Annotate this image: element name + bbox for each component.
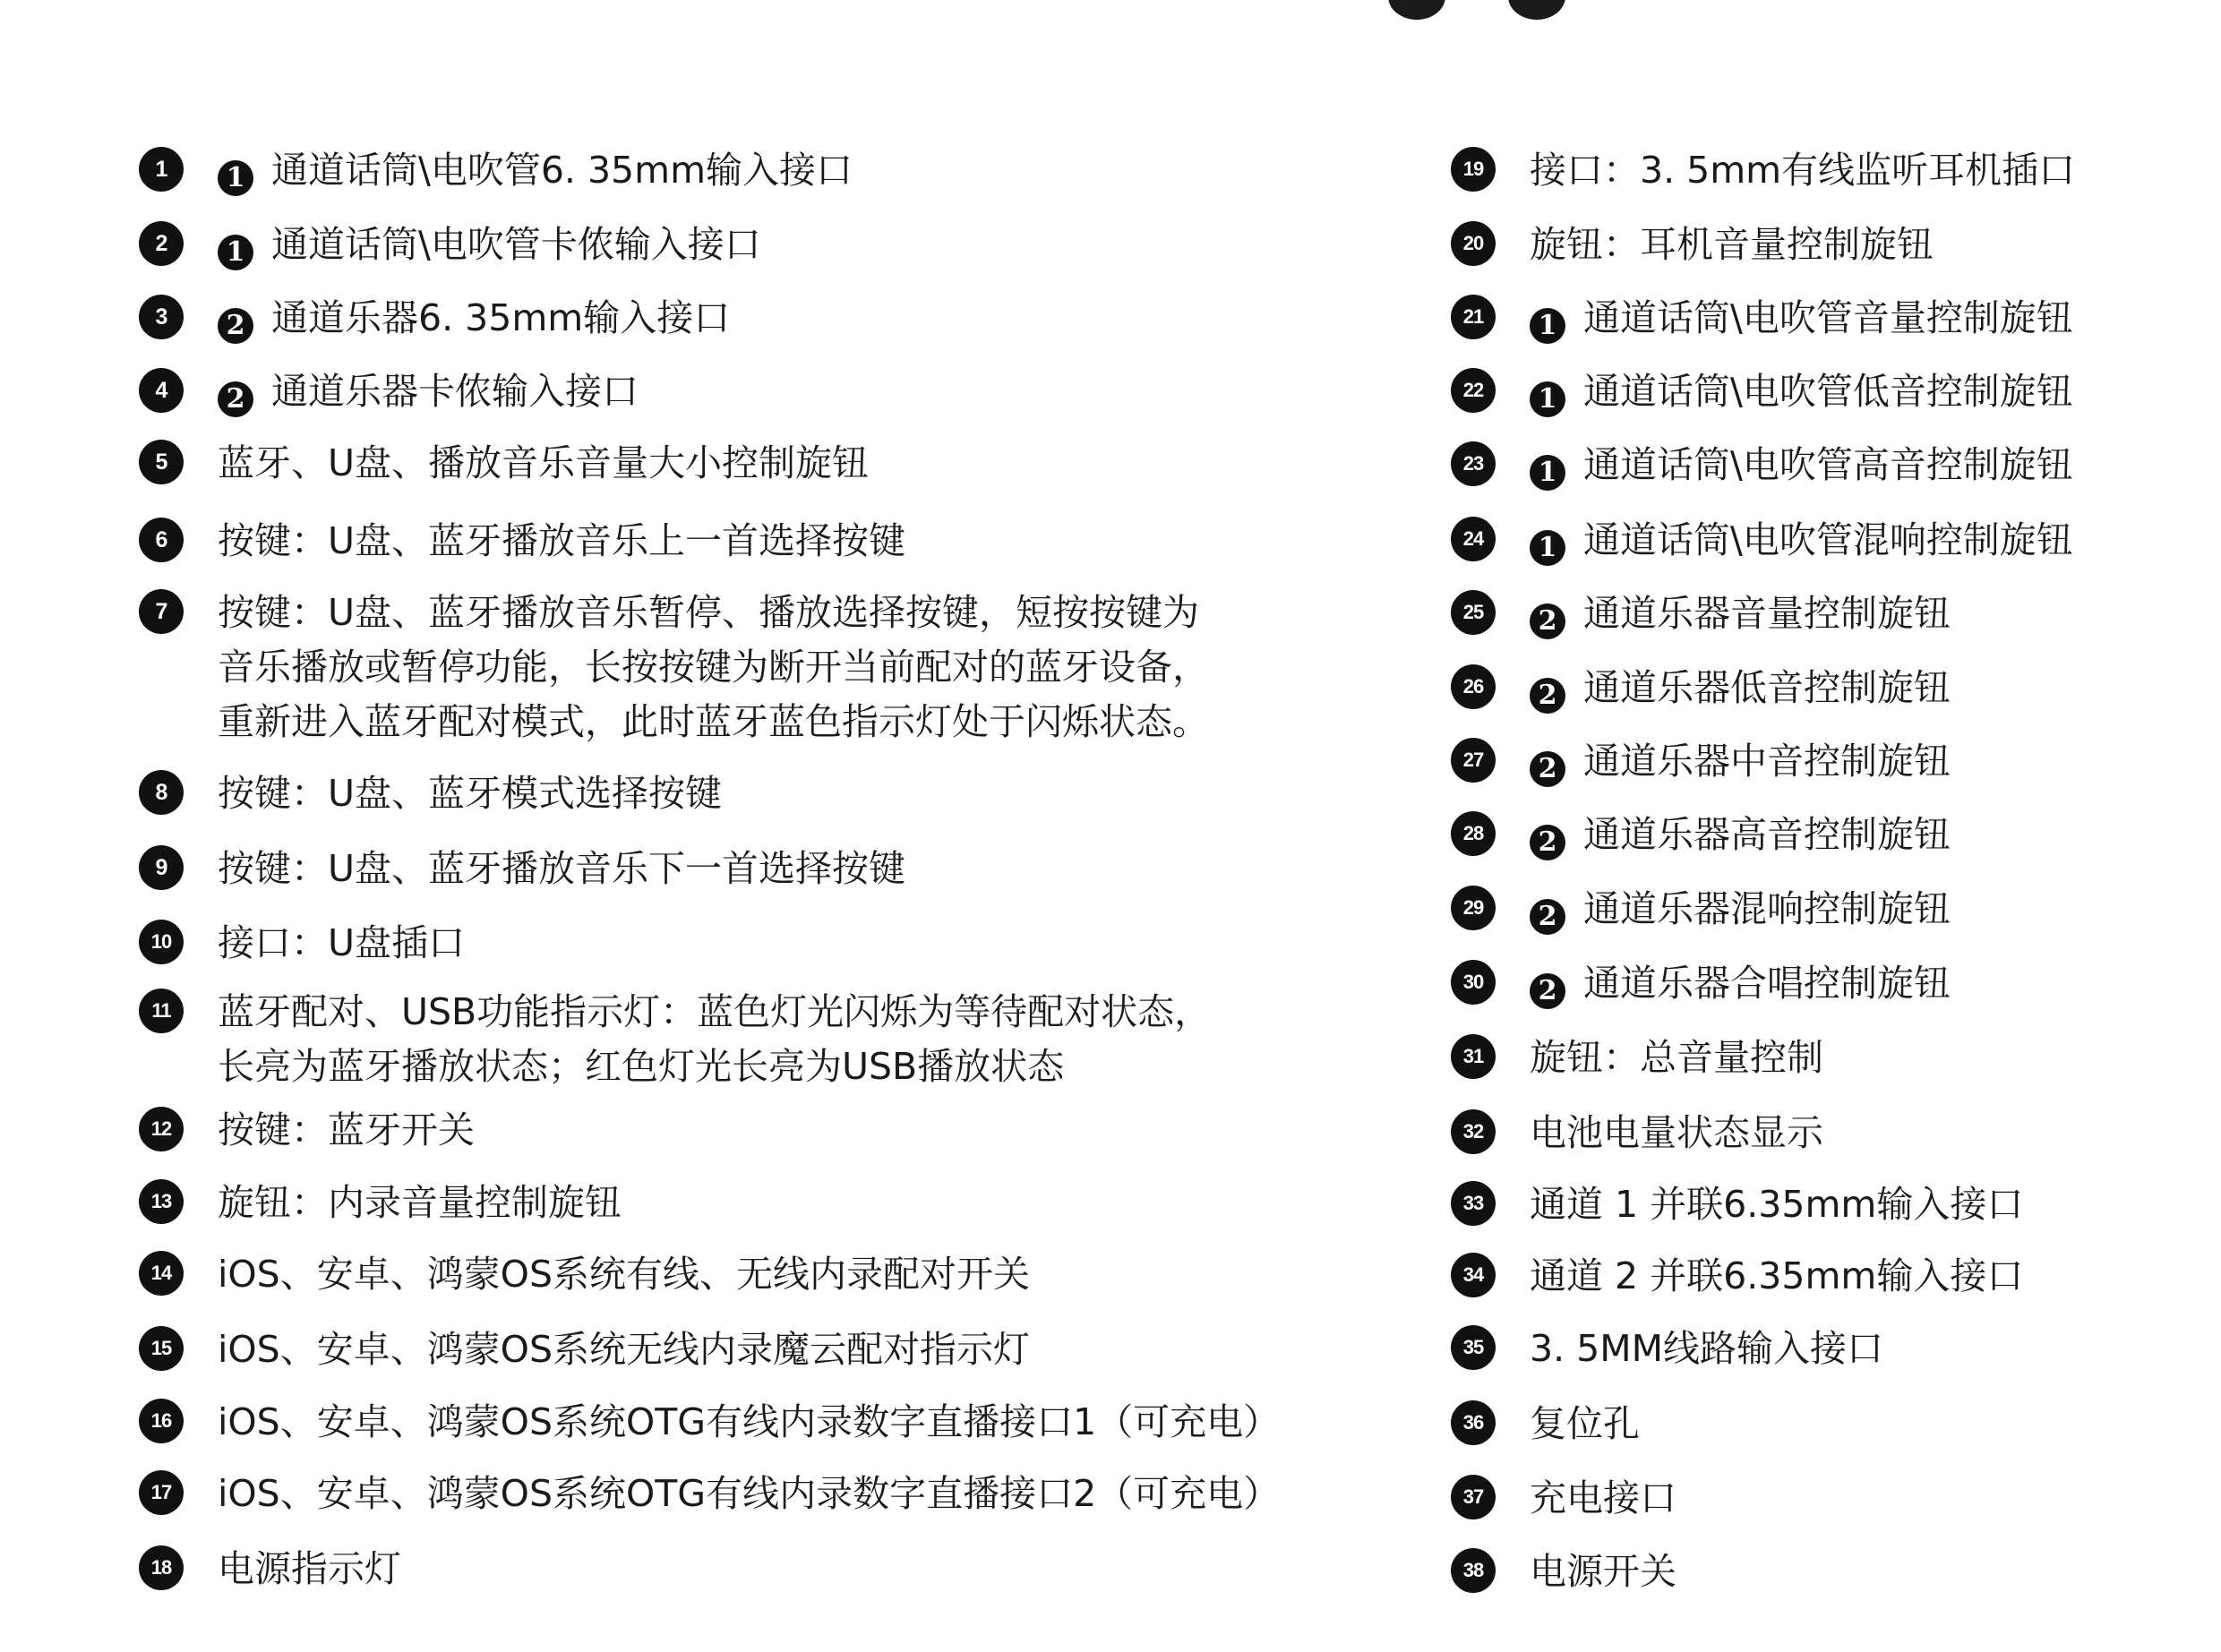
description-line: [1530, 808, 1951, 862]
item-number-badge: 16: [139, 1399, 184, 1443]
description-line: [218, 436, 869, 491]
channel-number-icon: 1: [1530, 381, 1565, 417]
item-number-badge: 15: [139, 1326, 184, 1371]
description-text: 按键：U盘、蓝牙播放音乐暂停、播放选择按键，短按按键为: [218, 591, 1200, 634]
item-number-badge: 34: [1451, 1253, 1496, 1297]
description-text: 通道话筒\电吹管高音控制旋钮: [1583, 443, 2073, 486]
description-line: [1530, 956, 1951, 1011]
item-number-badge: 12: [139, 1107, 184, 1151]
channel-number-icon: 1: [1530, 308, 1565, 344]
list-item: [1451, 1322, 1883, 1376]
description-text: 按键：U盘、蓝牙模式选择按键: [218, 772, 723, 815]
description-text: 通道话筒\电吹管6. 35mm输入接口: [271, 149, 853, 192]
channel-number-icon: 2: [1530, 603, 1565, 639]
item-number-badge: 1: [139, 147, 184, 192]
list-item: [139, 916, 465, 971]
description-text: iOS、安卓、鸿蒙OS系统有线、无线内录配对开关: [218, 1253, 1030, 1296]
description-text: 通道乐器中音控制旋钮: [1583, 740, 1951, 783]
item-number-badge: 17: [139, 1470, 184, 1515]
description-text: 通道乐器高音控制旋钮: [1583, 813, 1951, 856]
description-text: 通道乐器卡侬输入接口: [271, 370, 639, 413]
item-description: [218, 1176, 622, 1230]
list-item: [139, 1467, 1280, 1521]
item-description: [218, 364, 639, 419]
item-description: [218, 1542, 401, 1596]
description-line: [218, 842, 905, 896]
item-description: [1530, 291, 2073, 346]
item-number-badge: 13: [139, 1179, 184, 1224]
item-number-badge: 18: [139, 1545, 184, 1590]
description-text: iOS、安卓、鸿蒙OS系统OTG有线内录数字直播接口2（可充电）: [218, 1472, 1281, 1515]
description-line: [1530, 513, 2073, 568]
description-line: [1530, 734, 1951, 789]
description-line: [218, 514, 905, 569]
description-line: [218, 1040, 1211, 1094]
description-text: 长亮为蓝牙播放状态；红色灯光长亮为USB播放状态: [218, 1045, 1065, 1088]
description-text: iOS、安卓、鸿蒙OS系统OTG有线内录数字直播接口1（可充电）: [218, 1400, 1281, 1443]
list-item: [1451, 882, 1951, 937]
description-text: 通道话筒\电吹管混响控制旋钮: [1583, 518, 2073, 561]
description-line: [218, 695, 1209, 749]
item-number-badge: 23: [1451, 441, 1496, 486]
item-number-badge: 32: [1451, 1109, 1496, 1154]
item-description: [218, 1103, 475, 1158]
list-item: [139, 1247, 1030, 1302]
description-text: 通道乐器6. 35mm输入接口: [271, 296, 731, 339]
description-line: [1530, 1397, 1640, 1451]
item-number-badge: 36: [1451, 1400, 1496, 1445]
channel-number-icon: 1: [1530, 530, 1565, 566]
item-number-badge: 29: [1451, 886, 1496, 930]
item-number-badge: 22: [1451, 368, 1496, 413]
description-text: 复位孔: [1530, 1402, 1640, 1445]
description-text: 通道话筒\电吹管卡侬输入接口: [271, 223, 761, 266]
item-description: [1530, 1471, 1676, 1526]
description-line: [218, 1322, 1030, 1377]
description-text: 通道乐器合唱控制旋钮: [1583, 962, 1951, 1005]
item-number-badge: 6: [139, 518, 184, 562]
description-text: 充电接口: [1530, 1477, 1676, 1519]
description-line: [1530, 1545, 1676, 1599]
description-line: [218, 364, 639, 419]
description-line: [1530, 1106, 1823, 1160]
description-line: [1530, 1031, 1823, 1085]
description-line: [1530, 586, 1951, 641]
channel-number-icon: 2: [1530, 825, 1565, 860]
description-line: [218, 1542, 401, 1596]
description-line: [218, 586, 1209, 640]
list-item: [1451, 513, 2073, 568]
item-description: [218, 1395, 1280, 1450]
item-description: [1530, 218, 1934, 272]
item-number-badge: 30: [1451, 960, 1496, 1005]
description-line: [218, 1103, 475, 1158]
description-text: 音乐播放或暂停功能，长按按键为断开当前配对的蓝牙设备，: [218, 646, 1209, 689]
description-text: 通道 2 并联6.35mm输入接口: [1530, 1254, 2024, 1297]
description-line: [1530, 291, 2073, 346]
page-marker-left: [1388, 0, 1445, 20]
channel-number-icon: 2: [1530, 751, 1565, 787]
description-text: 按键：U盘、蓝牙播放音乐上一首选择按键: [218, 519, 906, 562]
description-text: 通道话筒\电吹管低音控制旋钮: [1583, 370, 2073, 413]
channel-number-icon: 2: [218, 381, 253, 417]
item-description: [218, 1467, 1280, 1521]
item-number-badge: 7: [139, 589, 184, 634]
item-description: [218, 766, 722, 821]
description-text: 电源指示灯: [218, 1547, 401, 1590]
list-item: [139, 1176, 622, 1230]
description-text: iOS、安卓、鸿蒙OS系统无线内录魔云配对指示灯: [218, 1328, 1030, 1371]
item-description: [218, 1247, 1030, 1302]
description-text: 通道乐器混响控制旋钮: [1583, 887, 1951, 930]
item-number-badge: 11: [139, 989, 184, 1033]
page-marker-right: [1508, 0, 1565, 20]
description-text: 接口：3. 5mm有线监听耳机插口: [1530, 149, 2076, 192]
item-description: [1530, 1249, 2023, 1304]
item-description: [1530, 661, 1951, 715]
description-line: [1530, 143, 2075, 198]
list-item: [139, 586, 1209, 749]
item-number-badge: 35: [1451, 1325, 1496, 1370]
item-number-badge: 25: [1451, 590, 1496, 635]
item-description: [218, 586, 1209, 749]
description-text: 按键：蓝牙开关: [218, 1108, 475, 1151]
list-item: [1451, 291, 2073, 346]
item-description: [218, 842, 905, 896]
description-text: 通道话筒\电吹管音量控制旋钮: [1583, 296, 2073, 339]
item-description: [218, 916, 465, 971]
description-line: [1530, 1322, 1883, 1376]
item-description: [1530, 1545, 1676, 1599]
list-item: [1451, 438, 2073, 492]
description-line: [1530, 364, 2073, 419]
item-number-badge: 9: [139, 845, 184, 890]
list-item: [139, 985, 1211, 1094]
description-text: 电源开关: [1530, 1550, 1676, 1593]
list-item: [1451, 1471, 1676, 1526]
list-item: [139, 436, 869, 491]
channel-number-icon: 2: [1530, 678, 1565, 714]
description-line: [218, 985, 1211, 1040]
page-number-markers: [1388, 0, 1565, 20]
description-line: [218, 1247, 1030, 1302]
item-description: [218, 1322, 1030, 1377]
list-item: [139, 143, 853, 198]
list-item: [139, 291, 730, 346]
channel-number-icon: 1: [1530, 455, 1565, 491]
channel-number-icon: 2: [1530, 973, 1565, 1009]
description-line: [1530, 1471, 1676, 1526]
channel-number-icon: 2: [1530, 899, 1565, 935]
list-item: [1451, 1545, 1676, 1599]
description-line: [218, 1395, 1280, 1450]
description-text: 重新进入蓝牙配对模式，此时蓝牙蓝色指示灯处于闪烁状态。: [218, 700, 1209, 743]
item-number-badge: 24: [1451, 517, 1496, 561]
item-number-badge: 27: [1451, 738, 1496, 783]
description-line: [1530, 218, 1934, 272]
description-line: [1530, 661, 1951, 715]
list-item: [1451, 1106, 1823, 1160]
item-number-badge: 33: [1451, 1181, 1496, 1226]
list-item: [139, 218, 761, 272]
list-item: [1451, 734, 1951, 789]
item-description: [1530, 734, 1951, 789]
item-number-badge: 19: [1451, 147, 1496, 192]
description-line: [218, 291, 730, 346]
description-line: [218, 1176, 622, 1230]
item-number-badge: 4: [139, 368, 184, 413]
item-number-badge: 31: [1451, 1034, 1496, 1079]
list-item: [139, 842, 905, 896]
item-number-badge: 8: [139, 770, 184, 815]
item-description: [218, 436, 869, 491]
list-item: [1451, 364, 2073, 419]
description-text: 按键：U盘、蓝牙播放音乐下一首选择按键: [218, 847, 906, 890]
description-text: 通道乐器低音控制旋钮: [1583, 666, 1951, 709]
item-description: [1530, 1322, 1883, 1376]
item-description: [1530, 364, 2073, 419]
description-line: [218, 766, 722, 821]
list-item: [139, 1322, 1030, 1377]
item-number-badge: 10: [139, 920, 184, 964]
description-text: 通道 1 并联6.35mm输入接口: [1530, 1183, 2024, 1226]
item-number-badge: 20: [1451, 221, 1496, 266]
item-number-badge: 5: [139, 440, 184, 484]
description-text: 旋钮：总音量控制: [1530, 1036, 1823, 1079]
item-description: [218, 218, 761, 272]
item-number-badge: 26: [1451, 664, 1496, 709]
item-number-badge: 37: [1451, 1475, 1496, 1519]
description-text: 旋钮：内录音量控制旋钮: [218, 1181, 622, 1224]
item-description: [218, 514, 905, 569]
description-line: [218, 640, 1209, 695]
description-text: 蓝牙、U盘、播放音乐音量大小控制旋钮: [218, 441, 870, 484]
list-item: [139, 1103, 475, 1158]
description-line: [1530, 1177, 2023, 1232]
channel-number-icon: 2: [218, 308, 253, 344]
description-text: 旋钮：耳机音量控制旋钮: [1530, 223, 1934, 266]
channel-number-icon: 1: [218, 160, 253, 196]
description-line: [218, 916, 465, 971]
description-line: [1530, 1249, 2023, 1304]
item-number-badge: 21: [1451, 295, 1496, 339]
list-item: [1451, 1397, 1640, 1451]
item-description: [1530, 586, 1951, 641]
description-text: 通道乐器音量控制旋钮: [1583, 592, 1951, 635]
item-number-badge: 2: [139, 221, 184, 266]
list-item: [1451, 1177, 2023, 1232]
item-number-badge: 38: [1451, 1548, 1496, 1593]
list-item: [139, 1542, 401, 1596]
description-text: 3. 5MM线路输入接口: [1530, 1327, 1883, 1370]
item-description: [218, 291, 730, 346]
item-description: [1530, 438, 2073, 492]
list-item: [139, 1395, 1280, 1450]
description-line: [1530, 882, 1951, 937]
item-number-badge: 14: [139, 1251, 184, 1296]
list-item: [1451, 808, 1951, 862]
description-line: [218, 1467, 1280, 1521]
channel-number-icon: 1: [218, 235, 253, 270]
item-description: [1530, 1397, 1640, 1451]
list-item: [139, 766, 722, 821]
item-description: [218, 143, 853, 198]
item-description: [1530, 1031, 1823, 1085]
item-description: [1530, 143, 2075, 198]
description-text: 接口：U盘插口: [218, 921, 466, 964]
list-item: [139, 364, 639, 419]
list-item: [1451, 661, 1951, 715]
description-line: [218, 218, 761, 272]
description-text: 电池电量状态显示: [1530, 1111, 1823, 1154]
list-item: [1451, 1249, 2023, 1304]
list-item: [139, 514, 905, 569]
item-description: [1530, 1106, 1823, 1160]
item-number-badge: 28: [1451, 811, 1496, 856]
list-item: [1451, 1031, 1823, 1085]
list-item: [1451, 143, 2075, 198]
item-description: [1530, 882, 1951, 937]
item-description: [218, 985, 1211, 1094]
list-item: [1451, 956, 1951, 1011]
description-text: 蓝牙配对、USB功能指示灯：蓝色灯光闪烁为等待配对状态，: [218, 990, 1212, 1033]
item-description: [1530, 513, 2073, 568]
item-number-badge: 3: [139, 295, 184, 339]
list-item: [1451, 218, 1934, 272]
list-item: [1451, 586, 1951, 641]
item-description: [1530, 808, 1951, 862]
description-line: [1530, 438, 2073, 492]
item-description: [1530, 956, 1951, 1011]
item-description: [1530, 1177, 2023, 1232]
description-line: [218, 143, 853, 198]
